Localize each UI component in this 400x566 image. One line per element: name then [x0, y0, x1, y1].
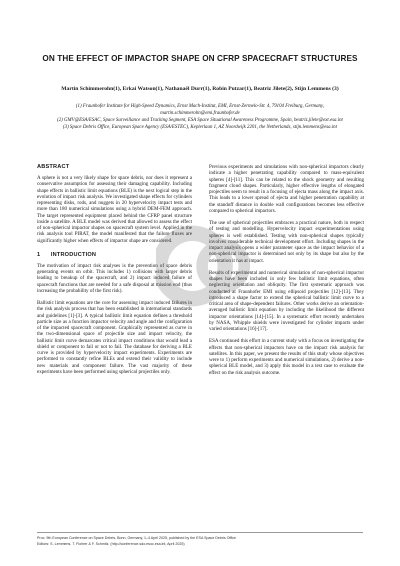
- left-column: [37, 164, 192, 381]
- affiliations: [40, 104, 360, 132]
- abstract-heading: ABSTRACT: [37, 164, 70, 170]
- intro-paragraph-5: Results of experimental and numerical simulation of non-spherical impactor shapes have been included in only few ballistic limit equations, often neglecting orientation and obliquity. The first systematic approach was conducted at Fraunhofer EMI using ellipsoid projectiles [12]-[13]. They introduced a shape factor to extend the spherical ballistic limit curve to a critical area of shape-dependent failures. Other works derive an orientation-averaged ballistic limit equation by including the likelihood the different impactor orientations [14]-[15]. In a systematic effort recently undertaken by NASA, Whipple shields were investigated for cylinder impacts under varied orientations [16]-[17].: [209, 269, 364, 332]
- footer-proceedings-line: Proc. 9th European Conference on Space Debris, Bonn, Germany, 1–4 April 2025, published by the ESA Space Debris Office: [37, 536, 237, 540]
- intro-paragraph-3: Previous experiments and simulations with non-spherical impactors clearly indicate a higher penetrating capability compared to mass-equivalent spheres [4]-[11]. This can be related to the shock geometry and resulting fragment cloud shapes. Particularly, higher effective lengths of elongated projectiles seem to result in a focusing of ejecta mass along the impact axis. This leads to a lower spread of ejecta and higher penetration capability at the standoff distance in double wall configurations becomes less effective compared to spherical impactors.: [209, 164, 364, 214]
- abstract-text: A sphere is not a very likely shape for space debris, nor does it represent a conservative assumption for assessing their damaging capability. Including shape effects in ballistic limit equations (BLE) is the next logical step in the evolution of impact risk analysis. We investigated shape effects for cylinders representing disks, rods, and nuggets in 20 hypervelocity impact tests and more than 180 numerical simulations using a hybrid DEM-FEM approach. The target represented equipment placed behind the CFRP panel structure inside a satellite. A BLE model was derived that allowed to assess the effect of non-spherical impactor shapes on spacecraft system level. Applied in the risk analysis tool PIRAT, the model manifested that the failure fluxes are significantly higher when effects of impactor shape are considered.: [37, 175, 192, 244]
- footer-divider: [37, 532, 363, 533]
- intro-paragraph-1: The motivation of impact risk analyses is the prevention of space debris generating events on orbit. This includes 1) collisions with larger debris leading to breakup of the spacecraft, and 2) impact induced failure of spacecraft functions that are needed for a safe disposal at mission end (thus increasing the probability of the first risk).: [37, 262, 192, 294]
- right-column: [209, 164, 364, 382]
- intro-paragraph-2: Ballistic limit equations are the core for assessing impact induced failures in the risk analysis process that has been established in international standards and guidelines [1]-[3]. A typical ballistic limit equation defines a threshold particle size as a function impactor velocity and angle and the configuration of the impacted spacecraft component. Graphically represented as curve in the two-dimensional space of projectile size and impact velocity, the ballistic limit curve demarcates critical impact conditions that would lead a shield or component to fail or not to fail. The database for deriving a BLE curve is provided by hypervelocity impact experiments. Experiments are performed to constantly refine BLEs and extend their validity to include new materials and component failure. The vast majority of these experiments have been performed using spherical projectiles only.: [37, 300, 192, 375]
- page-footer: [37, 536, 367, 547]
- introduction-heading: 1 INTRODUCTION: [37, 251, 97, 258]
- intro-paragraph-4: The use of spherical projectiles embraces a practical nature, both in respect of testing and modelling. Hypervelocity impact experimentations using spheres is well established. Testing with non-spherical shapes typically involves considerable technical development effort. Including shapes in the impact analysis opens a wider parameter space as the impact behavior of a non-spherical impactor is determined not only by its shape but also by the orientation it has at impact.: [209, 220, 364, 264]
- footer-editors-line: Editors: S. Lemmens, T. Flohrer & F. Schmitz, (http://conference.sdo.esoc.esa.int, April 2025): [37, 541, 185, 546]
- author-list: Martin Schimmerohn(1), Erkai Watson(1), Nathanaël Durr(1), Robin Putzar(1), Beatriz Jilete(2), Stijn Lemmens (3): [61, 86, 339, 92]
- affiliation-1: (1) Fraunhofer Institute for High-Speed Dynamics, Ernst Mach-Institut, EMI, Ernst-Zermelo-Str. 4, 79104 Freiburg, Germany, martin.schimmerohn@emi.fraunhofer.de: [75, 104, 325, 116]
- paper-title: ON THE EFFECT OF IMPACTOR SHAPE ON CFRP SPACECRAFT STRUCTURES: [42, 54, 358, 63]
- affiliation-2: (2) GMV@ESA/ESAC, Space Surveillance and Tracking Segment, ESA Space Situational Awareness Programme, Spain, beatriz.jilete@ext.esa.int: [57, 117, 343, 123]
- intro-paragraph-6: ESA continued this effort in a current study with a focus on investigating the effects that non-spherical impactors have on the impact risk analysis for satellites. In this paper, we present the results of this study whose objectives were to 1) perform experiments and numerical simulations, 2) derive a non-spherical BLE model, and 3) apply this model in a test case to evaluate the effect on the risk analysis outcome.: [209, 338, 364, 376]
- affiliation-3: (3) Space Debris Office, European Space Agency (ESA/ESTEC), Keplerlaan 1, AZ Noordwijk 2201, the Netherlands, stijn.lemmens@esa.int: [63, 124, 337, 130]
